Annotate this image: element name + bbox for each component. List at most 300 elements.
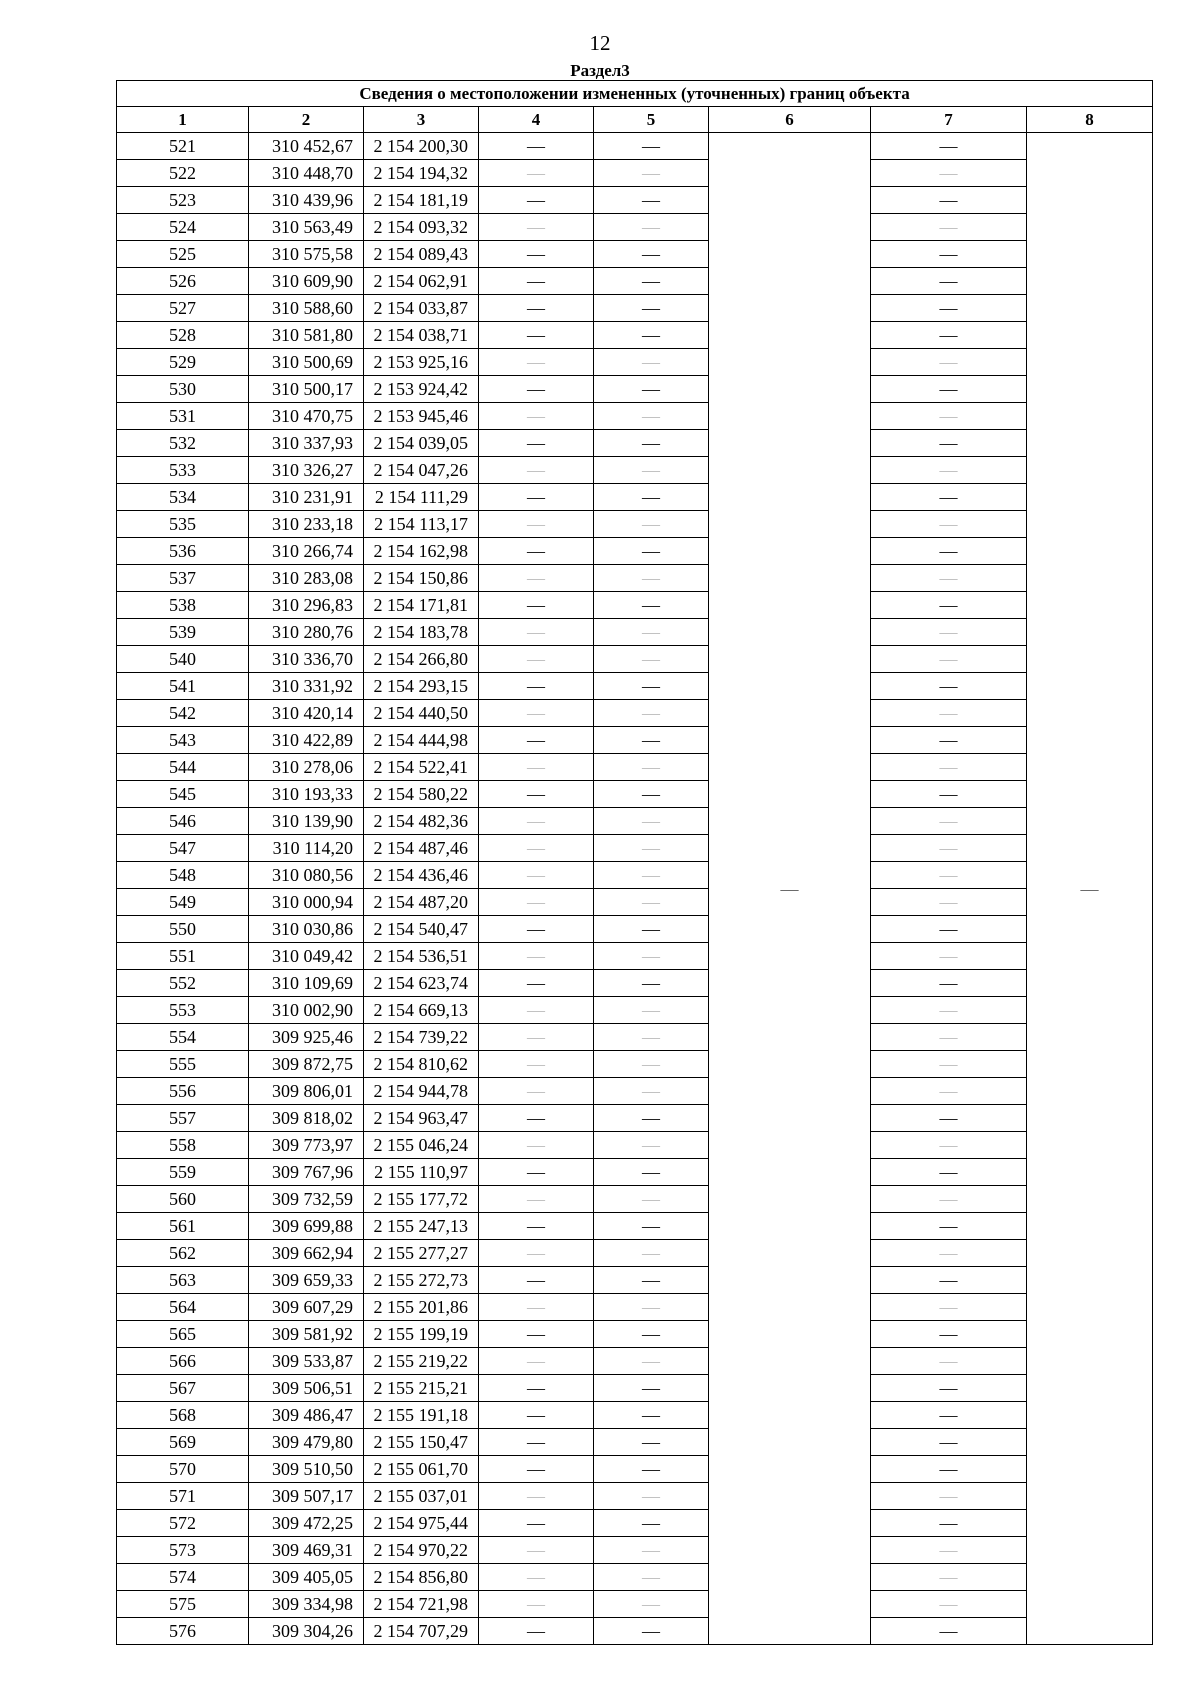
x-coordinate-cell: 310 337,93 [249,430,364,457]
y-coordinate-cell: 2 155 046,24 [364,1132,479,1159]
dash-cell: — [479,997,594,1024]
x-coordinate-cell: 310 422,89 [249,727,364,754]
x-coordinate-cell: 309 506,51 [249,1375,364,1402]
x-coordinate-cell: 310 233,18 [249,511,364,538]
y-coordinate-cell: 2 154 810,62 [364,1051,479,1078]
y-coordinate-cell: 2 154 536,51 [364,943,479,970]
y-coordinate-cell: 2 155 272,73 [364,1267,479,1294]
dash-cell: — [479,1051,594,1078]
table-row [117,1618,1153,1645]
dash-cell: — [594,484,709,511]
dash-cell: — [594,1402,709,1429]
dash-cell: — [594,1105,709,1132]
dash-cell: — [479,592,594,619]
x-coordinate-cell: 310 439,96 [249,187,364,214]
dash-cell: — [479,1402,594,1429]
point-number-cell: 557 [117,1105,249,1132]
dash-cell: — [594,862,709,889]
dash-cell: — [594,1510,709,1537]
point-number-cell: 566 [117,1348,249,1375]
dash-cell: — [871,619,1027,646]
dash-cell: — [594,1294,709,1321]
y-coordinate-cell: 2 154 963,47 [364,1105,479,1132]
dash-cell: — [871,1429,1027,1456]
dash-cell: — [871,673,1027,700]
y-coordinate-cell: 2 154 580,22 [364,781,479,808]
point-number-cell: 553 [117,997,249,1024]
x-coordinate-cell: 310 283,08 [249,565,364,592]
dash-cell: — [594,1456,709,1483]
dash-cell: — [594,1429,709,1456]
x-coordinate-cell: 309 662,94 [249,1240,364,1267]
table-row [117,1456,1153,1483]
table-row [117,808,1153,835]
dash-cell: — [479,1456,594,1483]
point-number-cell: 526 [117,268,249,295]
dash-cell: — [871,862,1027,889]
x-coordinate-cell: 310 278,06 [249,754,364,781]
dash-cell: — [871,1132,1027,1159]
dash-cell: — [871,322,1027,349]
dash-cell: — [594,1321,709,1348]
y-coordinate-cell: 2 154 181,19 [364,187,479,214]
table-row [117,1078,1153,1105]
y-coordinate-cell: 2 155 061,70 [364,1456,479,1483]
x-coordinate-cell: 310 500,69 [249,349,364,376]
table-row [117,1267,1153,1294]
dash-cell: — [479,295,594,322]
dash-cell: — [479,1375,594,1402]
dash-cell: — [871,1051,1027,1078]
dash-cell: — [594,1375,709,1402]
x-coordinate-cell: 309 767,96 [249,1159,364,1186]
dash-cell: — [479,781,594,808]
x-coordinate-cell: 310 581,80 [249,322,364,349]
dash-cell: — [594,1213,709,1240]
point-number-cell: 574 [117,1564,249,1591]
x-coordinate-cell: 309 510,50 [249,1456,364,1483]
x-coordinate-cell: 309 818,02 [249,1105,364,1132]
dash-cell: — [871,889,1027,916]
y-coordinate-cell: 2 154 062,91 [364,268,479,295]
point-number-cell: 558 [117,1132,249,1159]
point-number-cell: 532 [117,430,249,457]
y-coordinate-cell: 2 154 038,71 [364,322,479,349]
y-coordinate-cell: 2 153 924,42 [364,376,479,403]
y-coordinate-cell: 2 155 201,86 [364,1294,479,1321]
dash-cell: — [594,187,709,214]
dash-cell: — [479,700,594,727]
point-number-cell: 536 [117,538,249,565]
dash-cell: — [594,1483,709,1510]
table-row [117,889,1153,916]
dash-cell: — [871,916,1027,943]
table-row [117,916,1153,943]
dash-cell: — [594,349,709,376]
dash-cell: — [871,727,1027,754]
y-coordinate-cell: 2 154 482,36 [364,808,479,835]
table-body [117,133,1153,1645]
point-number-cell: 556 [117,1078,249,1105]
dash-cell: — [479,1132,594,1159]
point-number-cell: 559 [117,1159,249,1186]
y-coordinate-cell: 2 154 970,22 [364,1537,479,1564]
y-coordinate-cell: 2 155 277,27 [364,1240,479,1267]
y-coordinate-cell: 2 154 047,26 [364,457,479,484]
table-row [117,349,1153,376]
point-number-cell: 534 [117,484,249,511]
section-title: Раздел3 [570,61,630,80]
dash-cell: — [871,268,1027,295]
point-number-cell: 533 [117,457,249,484]
dash-cell: — [871,430,1027,457]
dash-cell: — [871,1510,1027,1537]
table-row [117,1024,1153,1051]
x-coordinate-cell: 310 448,70 [249,160,364,187]
table-row [117,754,1153,781]
table-caption: Сведения о местоположении измененных (уточненных) границ объекта [117,81,1153,107]
dash-cell: — [594,592,709,619]
point-number-cell: 521 [117,133,249,160]
table-row [117,565,1153,592]
dash-cell: — [594,970,709,997]
dash-cell: — [871,295,1027,322]
column-number-row [117,107,1153,133]
x-coordinate-cell: 310 231,91 [249,484,364,511]
point-number-cell: 545 [117,781,249,808]
y-coordinate-cell: 2 154 200,30 [364,133,479,160]
point-number-cell: 541 [117,673,249,700]
y-coordinate-cell: 2 154 033,87 [364,295,479,322]
point-number-cell: 552 [117,970,249,997]
y-coordinate-cell: 2 155 177,72 [364,1186,479,1213]
table-row [117,619,1153,646]
dash-cell: — [594,1348,709,1375]
dash-cell: — [871,1024,1027,1051]
dash-cell: — [594,160,709,187]
dash-cell: — [594,457,709,484]
table-row [117,376,1153,403]
y-coordinate-cell: 2 154 162,98 [364,538,479,565]
y-coordinate-cell: 2 154 707,29 [364,1618,479,1645]
dash-cell: — [479,916,594,943]
y-coordinate-cell: 2 155 150,47 [364,1429,479,1456]
table-row [117,214,1153,241]
dash-cell: — [479,1078,594,1105]
dash-cell: — [871,754,1027,781]
column-number: 4 [479,107,594,133]
point-number-cell: 544 [117,754,249,781]
dash-cell: — [594,1240,709,1267]
table-row [117,160,1153,187]
x-coordinate-cell: 310 326,27 [249,457,364,484]
dash-cell: — [871,1294,1027,1321]
table-row [117,970,1153,997]
table-row [117,997,1153,1024]
column-number: 3 [364,107,479,133]
dash-cell: — [871,538,1027,565]
y-coordinate-cell: 2 154 739,22 [364,1024,479,1051]
y-coordinate-cell: 2 154 194,32 [364,160,479,187]
table-row [117,943,1153,970]
dash-cell: — [594,781,709,808]
table-row [117,781,1153,808]
dash-cell: — [871,376,1027,403]
x-coordinate-cell: 310 420,14 [249,700,364,727]
dash-cell: — [479,727,594,754]
dash-cell: — [479,1591,594,1618]
dash-cell: — [871,1564,1027,1591]
y-coordinate-cell: 2 154 856,80 [364,1564,479,1591]
dash-cell: — [479,1024,594,1051]
x-coordinate-cell: 310 080,56 [249,862,364,889]
dash-cell: — [871,700,1027,727]
y-coordinate-cell: 2 154 721,98 [364,1591,479,1618]
table-row [117,1159,1153,1186]
table-row [117,1591,1153,1618]
dash-cell: — [479,1267,594,1294]
dash-cell: — [479,1186,594,1213]
y-coordinate-cell: 2 154 436,46 [364,862,479,889]
y-coordinate-cell: 2 154 540,47 [364,916,479,943]
y-coordinate-cell: 2 155 219,22 [364,1348,479,1375]
dash-cell: — [479,1240,594,1267]
merged-col6-cell: — [709,133,871,1645]
y-coordinate-cell: 2 154 039,05 [364,430,479,457]
point-number-cell: 562 [117,1240,249,1267]
point-number-cell: 568 [117,1402,249,1429]
table-row [117,403,1153,430]
point-number-cell: 549 [117,889,249,916]
dash-cell: — [594,241,709,268]
point-number-cell: 564 [117,1294,249,1321]
x-coordinate-cell: 309 304,26 [249,1618,364,1645]
dash-cell: — [594,1024,709,1051]
point-number-cell: 561 [117,1213,249,1240]
table-row [117,268,1153,295]
column-number: 5 [594,107,709,133]
x-coordinate-cell: 310 336,70 [249,646,364,673]
dash-cell: — [594,1537,709,1564]
x-coordinate-cell: 310 109,69 [249,970,364,997]
table-row [117,1186,1153,1213]
point-number-cell: 572 [117,1510,249,1537]
dash-cell: — [479,646,594,673]
point-number-cell: 528 [117,322,249,349]
point-number-cell: 539 [117,619,249,646]
dash-cell: — [479,1321,594,1348]
dash-cell: — [871,1321,1027,1348]
dash-cell: — [479,484,594,511]
dash-cell: — [594,754,709,781]
table-row [117,1483,1153,1510]
dash-cell: — [871,1240,1027,1267]
dash-cell: — [594,943,709,970]
dash-cell: — [479,1618,594,1645]
point-number-cell: 573 [117,1537,249,1564]
point-number-cell: 525 [117,241,249,268]
dash-cell: — [479,349,594,376]
dash-cell: — [594,1618,709,1645]
point-number-cell: 546 [117,808,249,835]
x-coordinate-cell: 309 773,97 [249,1132,364,1159]
y-coordinate-cell: 2 155 037,01 [364,1483,479,1510]
point-number-cell: 535 [117,511,249,538]
dash-cell: — [871,997,1027,1024]
dash-cell: — [479,889,594,916]
x-coordinate-cell: 310 452,67 [249,133,364,160]
table-row [117,1429,1153,1456]
dash-cell: — [871,646,1027,673]
y-coordinate-cell: 2 155 215,21 [364,1375,479,1402]
column-number: 2 [249,107,364,133]
y-coordinate-cell: 2 155 247,13 [364,1213,479,1240]
table-row [117,538,1153,565]
table-row [117,1510,1153,1537]
y-coordinate-cell: 2 154 522,41 [364,754,479,781]
dash-cell: — [594,538,709,565]
dash-cell: — [871,214,1027,241]
table-row [117,1105,1153,1132]
point-number-cell: 527 [117,295,249,322]
dash-cell: — [479,1105,594,1132]
dash-cell: — [871,1483,1027,1510]
dash-cell: — [479,1537,594,1564]
x-coordinate-cell: 310 193,33 [249,781,364,808]
dash-cell: — [479,241,594,268]
x-coordinate-cell: 309 659,33 [249,1267,364,1294]
x-coordinate-cell: 310 609,90 [249,268,364,295]
point-number-cell: 550 [117,916,249,943]
dash-cell: — [594,1591,709,1618]
y-coordinate-cell: 2 154 089,43 [364,241,479,268]
y-coordinate-cell: 2 154 944,78 [364,1078,479,1105]
table-row [117,1375,1153,1402]
x-coordinate-cell: 309 469,31 [249,1537,364,1564]
dash-cell: — [871,1456,1027,1483]
point-number-cell: 571 [117,1483,249,1510]
dash-cell: — [479,214,594,241]
dash-cell: — [871,403,1027,430]
x-coordinate-cell: 309 581,92 [249,1321,364,1348]
table-row [117,1240,1153,1267]
point-number-cell: 529 [117,349,249,376]
x-coordinate-cell: 309 334,98 [249,1591,364,1618]
table-row [117,1537,1153,1564]
point-number-cell: 524 [117,214,249,241]
x-coordinate-cell: 310 331,92 [249,673,364,700]
x-coordinate-cell: 310 588,60 [249,295,364,322]
dash-cell: — [871,835,1027,862]
x-coordinate-cell: 309 925,46 [249,1024,364,1051]
dash-cell: — [871,1105,1027,1132]
dash-cell: — [871,970,1027,997]
table-row [117,1213,1153,1240]
point-number-cell: 563 [117,1267,249,1294]
table-row [117,1051,1153,1078]
y-coordinate-cell: 2 154 183,78 [364,619,479,646]
dash-cell: — [479,1429,594,1456]
y-coordinate-cell: 2 154 669,13 [364,997,479,1024]
table-row [117,241,1153,268]
table-row [117,295,1153,322]
point-number-cell: 540 [117,646,249,673]
dash-cell: — [594,727,709,754]
column-number: 1 [117,107,249,133]
page-number: 12 [589,31,611,55]
dash-cell: — [871,1348,1027,1375]
x-coordinate-cell: 310 139,90 [249,808,364,835]
dash-cell: — [594,511,709,538]
table-row [117,430,1153,457]
dash-cell: — [871,943,1027,970]
y-coordinate-cell: 2 154 113,17 [364,511,479,538]
dash-cell: — [594,1564,709,1591]
dash-cell: — [479,403,594,430]
dash-cell: — [871,160,1027,187]
dash-cell: — [594,1186,709,1213]
column-number: 7 [871,107,1027,133]
dash-cell: — [594,1267,709,1294]
x-coordinate-cell: 310 002,90 [249,997,364,1024]
y-coordinate-cell: 2 154 111,29 [364,484,479,511]
table-row [117,322,1153,349]
point-number-cell: 569 [117,1429,249,1456]
point-number-cell: 522 [117,160,249,187]
column-number: 6 [709,107,871,133]
point-number-cell: 538 [117,592,249,619]
dash-cell: — [479,673,594,700]
point-number-cell: 543 [117,727,249,754]
y-coordinate-cell: 2 153 945,46 [364,403,479,430]
dash-cell: — [479,1510,594,1537]
x-coordinate-cell: 309 732,59 [249,1186,364,1213]
coordinates-table [116,80,1153,1645]
dash-cell: — [594,619,709,646]
dash-cell: — [594,700,709,727]
dash-cell: — [479,1159,594,1186]
dash-cell: — [871,1186,1027,1213]
x-coordinate-cell: 309 872,75 [249,1051,364,1078]
dash-cell: — [479,376,594,403]
dash-cell: — [594,214,709,241]
x-coordinate-cell: 309 507,17 [249,1483,364,1510]
dash-cell: — [479,970,594,997]
point-number-cell: 531 [117,403,249,430]
y-coordinate-cell: 2 154 150,86 [364,565,479,592]
dash-cell: — [871,241,1027,268]
table-row [117,484,1153,511]
x-coordinate-cell: 310 266,74 [249,538,364,565]
x-coordinate-cell: 310 470,75 [249,403,364,430]
dash-cell: — [594,835,709,862]
dash-cell: — [479,862,594,889]
x-coordinate-cell: 309 699,88 [249,1213,364,1240]
y-coordinate-cell: 2 154 487,46 [364,835,479,862]
dash-cell: — [871,187,1027,214]
dash-cell: — [871,511,1027,538]
x-coordinate-cell: 310 280,76 [249,619,364,646]
dash-cell: — [479,619,594,646]
dash-cell: — [479,457,594,484]
dash-cell: — [871,349,1027,376]
point-number-cell: 548 [117,862,249,889]
dash-cell: — [871,592,1027,619]
dash-cell: — [594,808,709,835]
dash-cell: — [479,1213,594,1240]
point-number-cell: 560 [117,1186,249,1213]
y-coordinate-cell: 2 154 266,80 [364,646,479,673]
